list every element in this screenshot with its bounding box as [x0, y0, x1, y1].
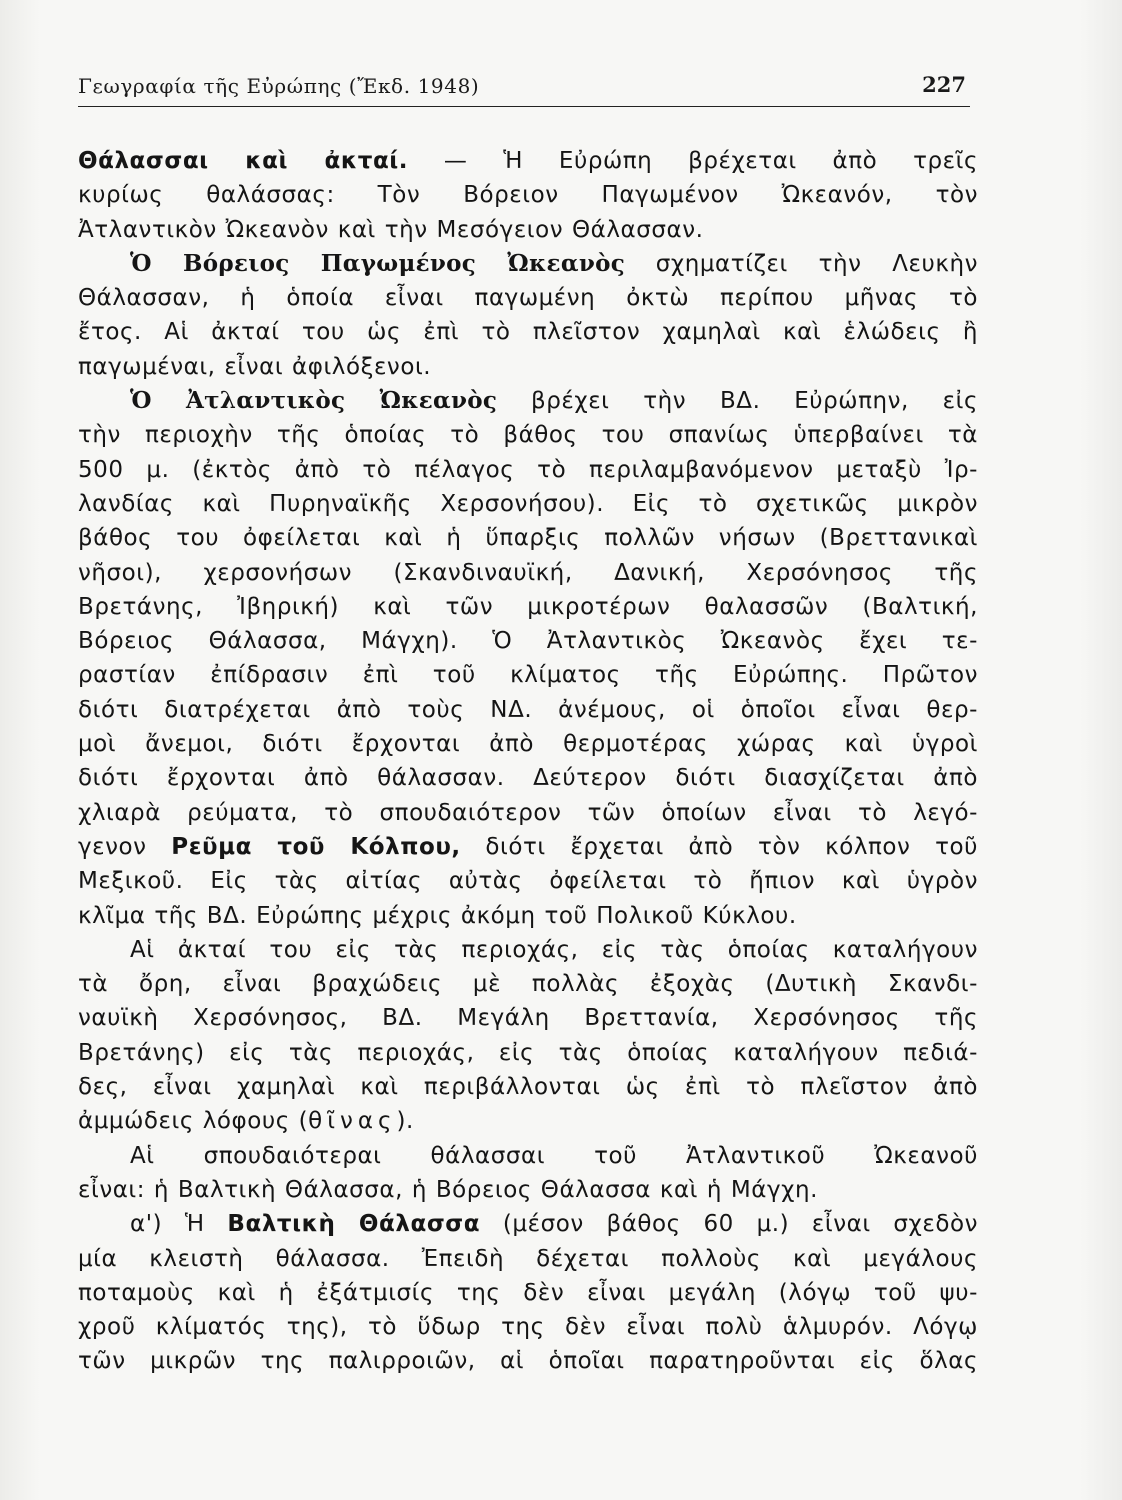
- line-text: γενον: [78, 833, 172, 860]
- text-line: τὴν περιοχὴν τῆς ὁποίας τὸ βάθος του σπανίως ὑπερβαίνει τὰ: [78, 422, 978, 449]
- text-line: [78, 247, 978, 281]
- text-line: 500 μ. (ἐκτὸς ἀπὸ τὸ πέλαγος τὸ περιλαμβανόμενον μεταξὺ Ἰρ-: [78, 456, 978, 483]
- text-line: ναυϊκὴ Χερσόνησος, ΒΔ. Μεγάλη Βρεττανία, Χερσόνησος τῆς: [78, 1005, 978, 1032]
- text-line: νῆσοι), χερσονήσων (Σκανδιναυϊκή, Δανική, Χερσόνησος τῆς: [78, 559, 978, 586]
- text-line: παγωμέναι, εἶναι ἀφιλόξενοι.: [78, 353, 432, 380]
- section-heading: Θάλασσαι καὶ ἀκταί.: [78, 148, 409, 174]
- line-text: (μέσον βάθος 60 μ.) εἶναι σχεδὸν: [480, 1211, 978, 1238]
- text-line: ἔτος. Αἱ ἀκταί του ὡς ἐπὶ τὸ πλεῖστον χαμηλαὶ καὶ ἑλώδεις ἢ: [78, 319, 978, 346]
- text-line: [78, 1207, 978, 1241]
- line-text: βρέχει τὴν ΒΔ. Εὐρώπην, εἰς: [497, 388, 978, 415]
- subheading-atlantic-ocean: Ὁ Ἀτλαντικὸς Ὠκεανὸς: [130, 387, 498, 415]
- text-line: [78, 830, 978, 864]
- text-line: διότι ἔρχονται ἀπὸ θάλασσαν. Δεύτερον διότι διασχίζεται ἀπὸ: [78, 765, 978, 792]
- text-line: εἶναι: ἡ Βαλτικὴ Θάλασσα, ἡ Βόρειος Θάλασσα καὶ ἡ Μάγχη.: [78, 1176, 818, 1203]
- text-line: χλιαρὰ ρεύματα, τὸ σπουδαιότερον τῶν ὁποίων εἶναι τὸ λεγό-: [78, 799, 978, 826]
- text-line: χροῦ κλίματός της), τὸ ὕδωρ της δὲν εἶναι πολὺ ἁλμυρόν. Λόγῳ: [78, 1314, 978, 1341]
- gulf-stream-term: Ρεῦμα τοῦ Κόλπου,: [171, 833, 461, 860]
- text-line: Βόρειος Θάλασσα, Μάγχη). Ὁ Ἀτλαντικὸς Ὠκεανὸς ἔχει τε-: [78, 628, 978, 655]
- text-line: Αἱ σπουδαιότεραι θάλασσαι τοῦ Ἀτλαντικοῦ Ὠκεανοῦ: [130, 1142, 978, 1169]
- line-text: ἀμμώδεις λόφους (: [78, 1108, 309, 1135]
- baltic-sea-term: Βαλτικὴ Θάλασσα: [227, 1211, 481, 1238]
- text-line: τῶν μικρῶν της παλιρροιῶν, αἱ ὁποῖαι παρατηροῦνται εἰς ὅλας: [78, 1348, 978, 1375]
- text-line: κυρίως θαλάσσας: Τὸν Βόρειον Παγωμένον Ὠκεανόν, τὸν: [78, 182, 978, 209]
- text-line: Ἀτλαντικὸν Ὠκεανὸν καὶ τὴν Μεσόγειον Θάλασσαν.: [78, 216, 704, 243]
- text-line: βάθος του ὀφείλεται καὶ ἡ ὕπαρξις πολλῶν νήσων (Βρεττανικαὶ: [78, 525, 978, 552]
- line-text: α') Ἡ: [130, 1211, 228, 1238]
- running-title: Γεωγραφία τῆς Εὐρώπης (Ἔκδ. 1948): [78, 74, 480, 98]
- body-text: [78, 144, 978, 1379]
- text-line: δες, εἶναι χαμηλαὶ καὶ περιβάλλονται ὡς ἐπὶ τὸ πλεῖστον ἀπὸ: [78, 1074, 978, 1101]
- text-line: [78, 1104, 978, 1138]
- line-text: σχηματίζει τὴν Λευκὴν: [625, 250, 978, 277]
- line-text: — Ἡ Εὐρώπη βρέχεται ἀπὸ τρεῖς: [408, 148, 978, 174]
- text-line: διότι διατρέχεται ἀπὸ τοὺς ΝΔ. ἀνέμους, οἱ ὁποῖοι εἶναι θερ-: [78, 696, 978, 723]
- page-number: 227: [922, 72, 966, 97]
- text-line: Βρετάνης, Ἰβηρική) καὶ τῶν μικροτέρων θαλασσῶν (Βαλτική,: [78, 593, 978, 620]
- text-line: ραστίαν ἐπίδρασιν ἐπὶ τοῦ κλίματος τῆς Εὐρώπης. Πρῶτον: [78, 662, 978, 689]
- text-line: τὰ ὄρη, εἶναι βραχώδεις μὲ πολλὰς ἐξοχὰς (Δυτικὴ Σκανδι-: [78, 971, 978, 998]
- dunes-term: θῖνας: [308, 1108, 397, 1135]
- text-line: ποταμοὺς καὶ ἡ ἐξάτμισίς της δὲν εἶναι μεγάλη (λόγῳ τοῦ ψυ-: [78, 1279, 978, 1306]
- text-line: Βρετάνης) εἰς τὰς περιοχάς, εἰς τὰς ὁποίας καταλήγουν πεδιά-: [78, 1039, 978, 1066]
- text-line: μοὶ ἄνεμοι, διότι ἔρχονται ἀπὸ θερμοτέρας χώρας καὶ ὑγροὶ: [78, 731, 978, 758]
- line-text: ).: [396, 1108, 414, 1135]
- text-line: [78, 144, 978, 178]
- text-line: Αἱ ἀκταί του εἰς τὰς περιοχάς, εἰς τὰς ὁποίας καταλήγουν: [130, 936, 978, 963]
- text-line: λανδίας καὶ Πυρηναϊκῆς Χερσονήσου). Εἰς τὸ σχετικῶς μικρὸν: [78, 490, 978, 517]
- text-line: [78, 384, 978, 418]
- text-line: μία κλειστὴ θάλασσα. Ἐπειδὴ δέχεται πολλοὺς καὶ μεγάλους: [78, 1245, 978, 1272]
- running-header: [78, 70, 970, 107]
- text-line: Θάλασσαν, ἡ ὁποία εἶναι παγωμένη ὀκτὼ περίπου μῆνας τὸ: [78, 285, 978, 312]
- text-line: Μεξικοῦ. Εἰς τὰς αἰτίας αὐτὰς ὀφείλεται τὸ ἤπιον καὶ ὑγρὸν: [78, 868, 978, 895]
- subheading-arctic-ocean: Ὁ Βόρειος Παγωμένος Ὠκεανὸς: [130, 249, 626, 277]
- text-line: κλῖμα τῆς ΒΔ. Εὐρώπης μέχρις ἀκόμη τοῦ Πολικοῦ Κύκλου.: [78, 902, 797, 929]
- line-text: διότι ἔρχεται ἀπὸ τὸν κόλπον τοῦ: [460, 833, 978, 860]
